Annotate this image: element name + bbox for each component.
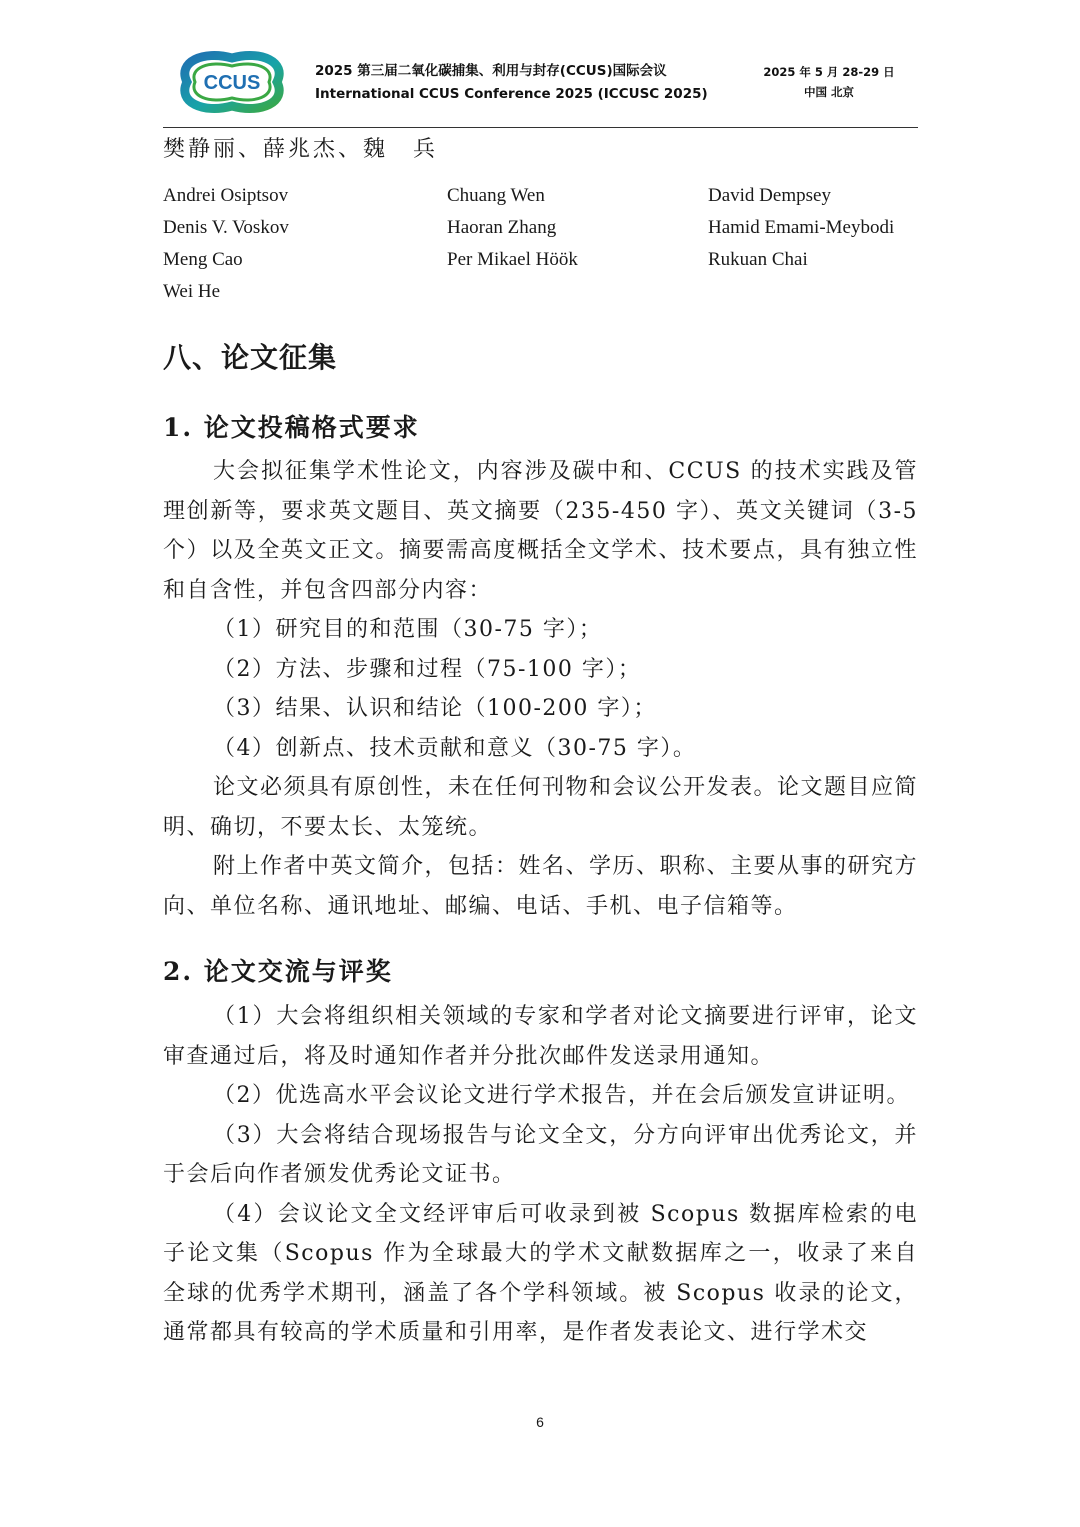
svg-text:CCUS: CCUS [203,72,261,94]
ccus-logo [173,44,291,120]
format-requirements-body [163,452,918,926]
page-header [163,40,918,128]
subsection-title-awards: 2. 论文交流与评奖 [163,957,393,986]
committee-name-cn: 樊静丽、薛兆杰、魏 兵 [163,137,439,162]
page-number: 6 [536,1414,544,1430]
abstract-item: （3）结果、认识和结论（100-200 字）； [213,696,657,721]
committee-name: Denis V. Voskov [163,217,289,238]
review-paragraph: （1）大会将组织相关领域的专家和学者对论文摘要进行评审，论文审查通过后，将及时通知作者并分批次邮件发送录用通知。 [163,1004,918,1069]
committee-name: Wei He [163,281,221,302]
committee-name: Andrei Osiptsov [163,185,289,206]
subsection-title-format: 1. 论文投稿格式要求 [163,413,420,442]
excellent-paper-paragraph: （3）大会将结合现场报告与论文全文，分方向评审出优秀论文，并于会后向作者颁发优秀论文证书。 [163,1122,918,1187]
conference-location: 中国 北京 [803,85,854,99]
awards-body [163,997,918,1353]
scopus-paragraph: （4）会议论文全文经评审后可收录到被 Scopus 数据库检索的电子论文集（Scopus 作为全球最大的学术文献数据库之一，收录了来自全球的优秀学术期刊，涵盖了各个学科领域。被 Scopus 收录的论文，通常都具有较高的学术质量和引用率，是作者发表论文、进行学术交 [163,1201,918,1345]
author-bio-paragraph: 附上作者中英文简介，包括：姓名、学历、职称、主要从事的研究方向、单位名称、通讯地址、邮编、电话、手机、电子信箱等。 [163,854,919,919]
conference-date-block [754,62,904,102]
committee-name: David Dempsey [708,185,831,206]
name-row [163,244,943,276]
format-intro-paragraph: 大会拟征集学术性论文，内容涉及碳中和、CCUS 的技术实践及管理创新等，要求英文题目、英文摘要（235-450 字）、英文关键词（3-5 个）以及全英文正文。摘要需高度概括全文学术、技术要点，具有独立性和自含性，并包含四部分内容： [163,459,918,603]
name-row [163,212,943,244]
conference-title-cn: 2025 第三届二氧化碳捕集、利用与封存(CCUS)国际会议 [315,63,667,79]
committee-name: Chuang Wen [447,185,545,206]
report-paragraph: （2）优选高水平会议论文进行学术报告，并在会后颁发宣讲证明。 [213,1083,910,1108]
committee-name: Hamid Emami-Meybodi [708,217,895,238]
name-row [163,276,943,308]
conference-date: 2025 年 5 月 28-29 日 [763,65,895,79]
name-row [163,180,943,212]
header-divider [163,127,918,128]
abstract-item: （4）创新点、技术贡献和意义（30-75 字）。 [213,735,697,761]
abstract-item: （1）研究目的和范围（30-75 字）； [213,617,603,642]
conference-title [315,60,735,106]
committee-name: Meng Cao [163,249,243,270]
section-title: 八、论文征集 [163,341,338,374]
committee-name: Per Mikael Höök [447,249,578,270]
committee-name: Rukuan Chai [708,249,808,270]
conference-title-en: International CCUS Conference 2025 (ICCUSC 2025) [315,86,708,102]
chinese-committee-names [163,132,438,163]
abstract-item: （2）方法、步骤和过程（75-100 字）； [213,656,642,682]
english-committee-names [163,180,943,308]
committee-name: Haoran Zhang [447,217,557,238]
originality-paragraph: 论文必须具有原创性，未在任何刊物和会议公开发表。论文题目应简明、确切，不要太长、太笼统。 [163,775,919,840]
